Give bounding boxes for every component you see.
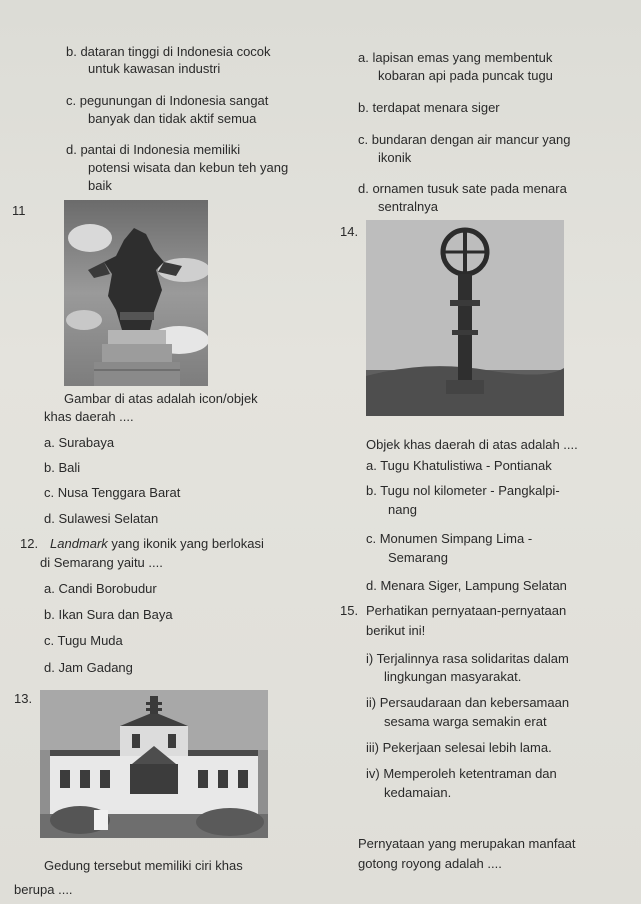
option-d: d. Sulawesi Selatan [44,511,159,526]
option-d: d. Menara Siger, Lampung Selatan [366,578,567,593]
option-c: c. Monumen Simpang Lima - [366,531,533,546]
question-text: Gambar di atas adalah icon/objek [64,391,258,406]
option-d: d. Jam Gadang [44,660,133,675]
option-d-line: sentralnya [378,199,438,214]
option-a-line: kobaran api pada puncak tugu [378,68,553,83]
statement-i-cont: lingkungan masyarakat. [384,669,522,684]
question-text: Gedung tersebut memiliki ciri khas [44,858,243,873]
statement-i: i) Terjalinnya rasa solidaritas dalam [366,651,569,666]
question-text: Perhatikan pernyataan-pernyataan [366,603,567,618]
option-a: a. Surabaya [44,435,115,450]
option-a-line: a. lapisan emas yang membentuk [358,50,553,65]
question-number: 12. [20,536,39,551]
option-d-line: baik [88,178,112,193]
option-c-line: c. bundaran dengan air mancur yang [358,132,571,147]
question-number: 13. [14,691,33,706]
statement-ii: ii) Persaudaraan dan kebersamaan [366,695,570,710]
question-text: berupa .... [14,882,73,897]
option-c: c. Nusa Tenggara Barat [44,485,181,500]
statement-iv-cont: kedamaian. [384,785,452,800]
gedung-sate-photo [40,690,268,838]
question-text: Landmark yang ikonik yang berlokasi [50,536,264,551]
question-number: 11 [12,203,26,218]
question-closing: Pernyataan yang merupakan manfaat [358,836,576,851]
option-b-cont: nang [388,502,417,517]
question-number: 15. [340,603,359,618]
question-closing: gotong royong adalah .... [358,856,502,871]
question-text: berikut ini! [366,623,426,638]
option-b: b. Tugu nol kilometer - Pangkalpi- [366,483,560,498]
option-c-cont: Semarang [388,550,448,565]
option-b: b. Ikan Sura dan Baya [44,607,173,622]
statement-iii: iii) Pekerjaan selesai lebih lama. [366,740,552,755]
option-d-line: d. pantai di Indonesia memiliki [66,142,241,157]
option-c-line: banyak dan tidak aktif semua [88,111,257,126]
option-d-line: potensi wisata dan kebun teh yang [88,160,289,175]
statement-iv: iv) Memperoleh ketentraman dan [366,766,557,781]
option-d-line: d. ornamen tusuk sate pada menara [358,181,567,196]
option-a: a. Candi Borobudur [44,581,157,596]
question-text: khas daerah .... [44,409,134,424]
tugu-monument-photo [366,220,564,416]
statement-ii-cont: sesama warga semakin erat [384,714,547,729]
garuda-statue-photo [64,200,208,386]
option-b-line: b. terdapat menara siger [358,100,500,115]
option-c-line: ikonik [378,150,412,165]
option-b-line: untuk kawasan industri [88,61,221,76]
question-text: Objek khas daerah di atas adalah .... [366,437,578,452]
option-c: c. Tugu Muda [44,633,123,648]
option-a: a. Tugu Khatulistiwa - Pontianak [366,458,552,473]
option-b: b. Bali [44,460,81,475]
question-number: 14. [340,224,359,239]
question-text: di Semarang yaitu .... [40,555,163,570]
option-c-line: c. pegunungan di Indonesia sangat [66,93,269,108]
option-b-line: b. dataran tinggi di Indonesia cocok [66,44,271,59]
